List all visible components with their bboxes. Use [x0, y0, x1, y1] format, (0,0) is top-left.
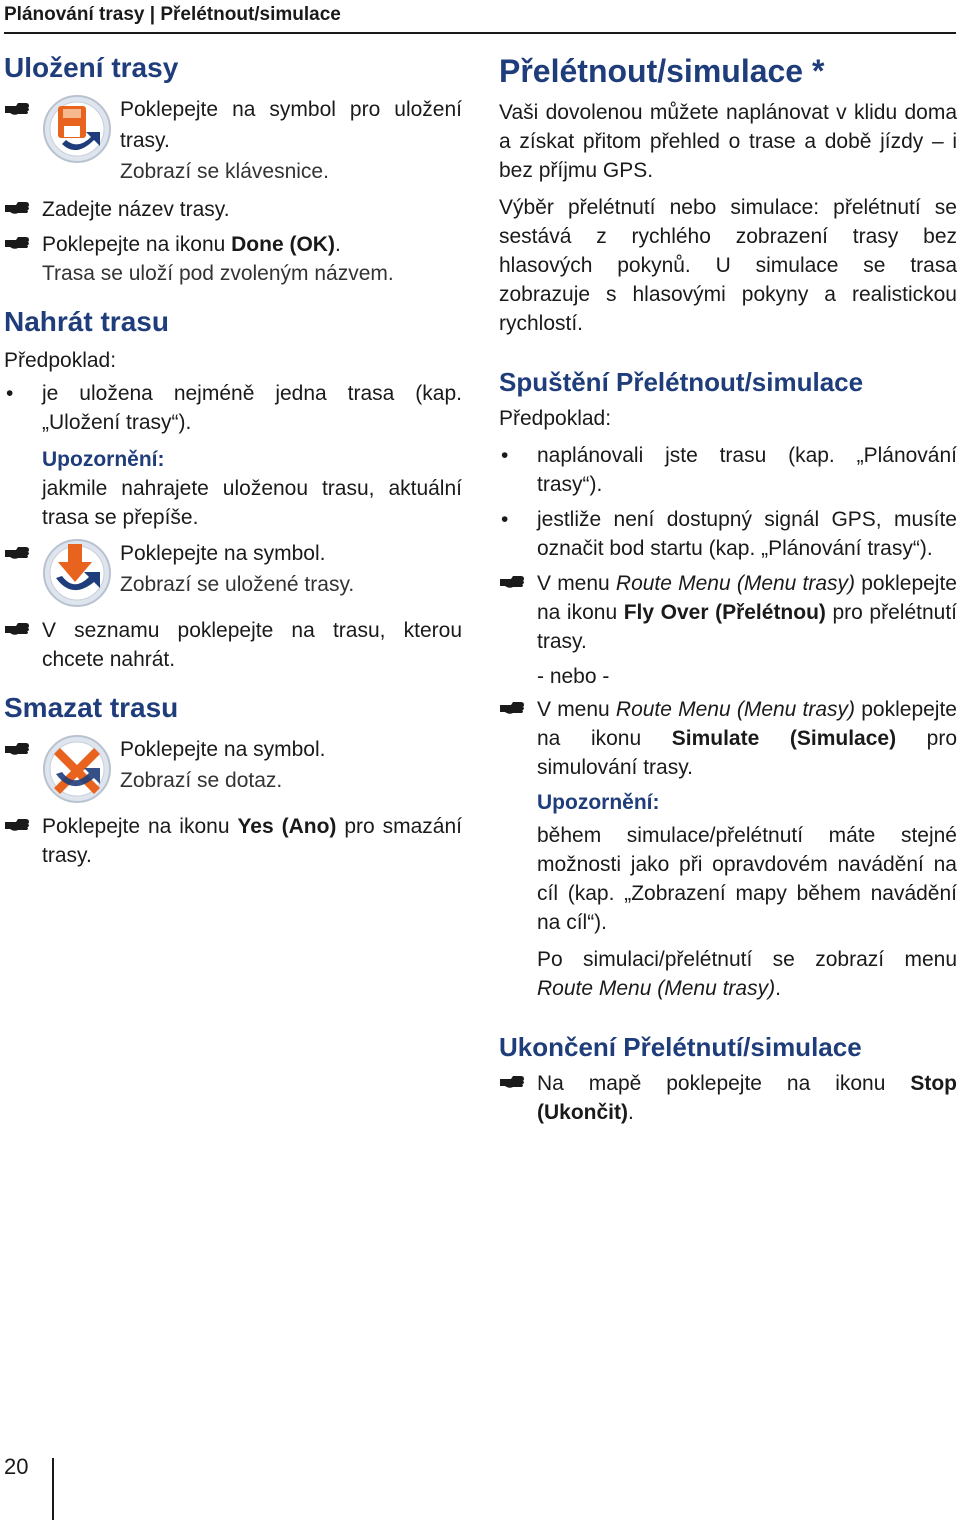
step-load-symbol	[4, 538, 462, 608]
right-column	[499, 48, 957, 1133]
pointing-hand-icon	[499, 1073, 525, 1091]
yes-label: Yes (Ano)	[237, 815, 337, 838]
step-text: .	[628, 1101, 634, 1124]
section-title-load-route: Nahrát trasu	[4, 306, 169, 337]
save-step-result: Zobrazí se klávesnice.	[120, 160, 329, 183]
simulate-label: Simulate (Simulace)	[671, 727, 897, 750]
bullet-dot: •	[6, 382, 14, 405]
mode-paragraph: Výběr přelétnutí nebo simulace: přelétnutí se sestává z rychlého zobrazení trasy bez hlasových pokynů. U simulace se trasa zobrazuje s hlasovými pokyny a realistickou rychlostí.	[499, 196, 957, 335]
running-header: Plánování trasy | Přelétnout/simulace	[4, 2, 956, 34]
step-text: pro přelétnutí trasy.	[537, 601, 957, 653]
bullet-text: naplánovali jste trasu (kap. „Plánování trasy“).	[537, 444, 957, 496]
step-delete-symbol	[4, 734, 462, 804]
bullet-text: jestliže není dostupný signál GPS, musíte označit bod startu (kap. „Plánování trasy“).	[537, 508, 957, 560]
save-step-line1: Poklepejte na symbol pro uložení trasy.	[120, 98, 462, 152]
step-text: V menu	[537, 698, 616, 721]
route-menu-label: Route Menu (Menu trasy)	[537, 977, 776, 1000]
pointing-hand-icon	[4, 740, 30, 758]
step-text: V seznamu poklepejte na trasu, kterou chcete nahrát.	[42, 619, 462, 671]
step-save-symbol	[4, 94, 462, 187]
step-confirm-delete	[4, 812, 462, 870]
delete-route-icon	[42, 734, 112, 804]
step-stop	[499, 1069, 957, 1127]
page-number: 20	[4, 1454, 29, 1479]
pointing-hand-icon	[4, 620, 30, 638]
note-heading: Upozornění:	[42, 448, 165, 471]
route-menu-label: Route Menu (Menu trasy)	[615, 698, 856, 721]
after-text	[537, 945, 957, 1003]
note-block	[4, 445, 462, 532]
bullet-dot: •	[501, 444, 509, 467]
done-label: Done (OK)	[231, 233, 335, 256]
section-title-save-route: Uložení trasy	[4, 52, 179, 83]
pointing-hand-icon	[4, 544, 30, 562]
note-block	[499, 788, 957, 1003]
prerequisite-item	[499, 505, 957, 563]
prerequisite-item	[499, 441, 957, 499]
or-separator: - nebo -	[537, 665, 610, 688]
prerequisite-label: Předpoklad:	[499, 407, 612, 430]
step-text: poklepejte na ikonu	[537, 572, 957, 624]
delete-step-result: Zobrazí se dotaz.	[120, 769, 283, 792]
load-step-line1: Poklepejte na symbol.	[120, 542, 326, 565]
delete-step-line1: Poklepejte na symbol.	[120, 738, 326, 761]
intro-paragraph: Vaši dovolenou můžete naplánovat v klidu doma a získat přitom přehled o trase a době jízdy – i bez příjmu GPS.	[499, 101, 957, 182]
section-title-delete-route: Smazat trasu	[4, 692, 179, 723]
step-text: pro smazání trasy.	[42, 815, 462, 867]
step-text: Zadejte název trasy.	[42, 198, 230, 221]
bullet-text: je uložena nejméně jedna trasa (kap. „Uložení trasy“).	[42, 382, 462, 434]
pointing-hand-icon	[4, 100, 30, 118]
step-tap-done	[4, 230, 462, 288]
step-text: Poklepejte na ikonu	[42, 233, 232, 256]
prerequisite-label: Předpoklad:	[4, 349, 117, 372]
note-text: během simulace/přelétnutí máte stejné možnosti jako při opravdovém navádění na cíl (kap. „Zobrazení mapy během navádění na cíl“).	[537, 824, 957, 934]
load-route-icon	[42, 538, 112, 608]
route-menu-label: Route Menu (Menu trasy)	[615, 572, 856, 595]
fly-over-label: Fly Over (Přelétnou)	[623, 601, 826, 624]
section-title-end-flyover: Ukončení Přelétnutí/simulace	[499, 1032, 862, 1062]
after-text-part: Po simulaci/přelétnutí se zobrazí menu	[537, 948, 957, 971]
step-choose-route	[4, 616, 462, 674]
step-text: Na mapě poklepejte na ikonu	[537, 1072, 911, 1095]
pointing-hand-icon	[4, 816, 30, 834]
step-fly-over	[499, 569, 957, 656]
section-title-flyover: Přelétnout/simulace *	[499, 53, 825, 89]
stop-label: Stop (Ukončit)	[537, 1072, 957, 1124]
prerequisite-item	[4, 379, 462, 437]
note-heading: Upozornění:	[537, 791, 660, 814]
footer-divider	[52, 1458, 54, 1520]
step-text: V menu	[537, 572, 616, 595]
after-text-part: .	[775, 977, 781, 1000]
step-text: Poklepejte na ikonu	[42, 815, 238, 838]
step-simulate	[499, 695, 957, 782]
step-result: Trasa se uloží pod zvoleným názvem.	[42, 262, 394, 285]
pointing-hand-icon	[499, 573, 525, 591]
step-text: .	[334, 233, 341, 256]
step-text: pro simulování trasy.	[537, 727, 958, 779]
save-route-icon	[42, 94, 112, 164]
step-enter-name	[4, 195, 462, 224]
bullet-dot: •	[501, 508, 509, 531]
note-text: jakmile nahrajete uloženou trasu, aktuální trasa se přepíše.	[42, 477, 462, 529]
pointing-hand-icon	[499, 699, 525, 717]
load-step-result: Zobrazí se uložené trasy.	[120, 573, 355, 596]
pointing-hand-icon	[4, 234, 30, 252]
step-text: poklepejte na ikonu	[537, 698, 957, 750]
pointing-hand-icon	[4, 199, 30, 217]
section-title-start-flyover: Spuštění Přelétnout/simulace	[499, 367, 864, 397]
left-column	[4, 48, 462, 876]
